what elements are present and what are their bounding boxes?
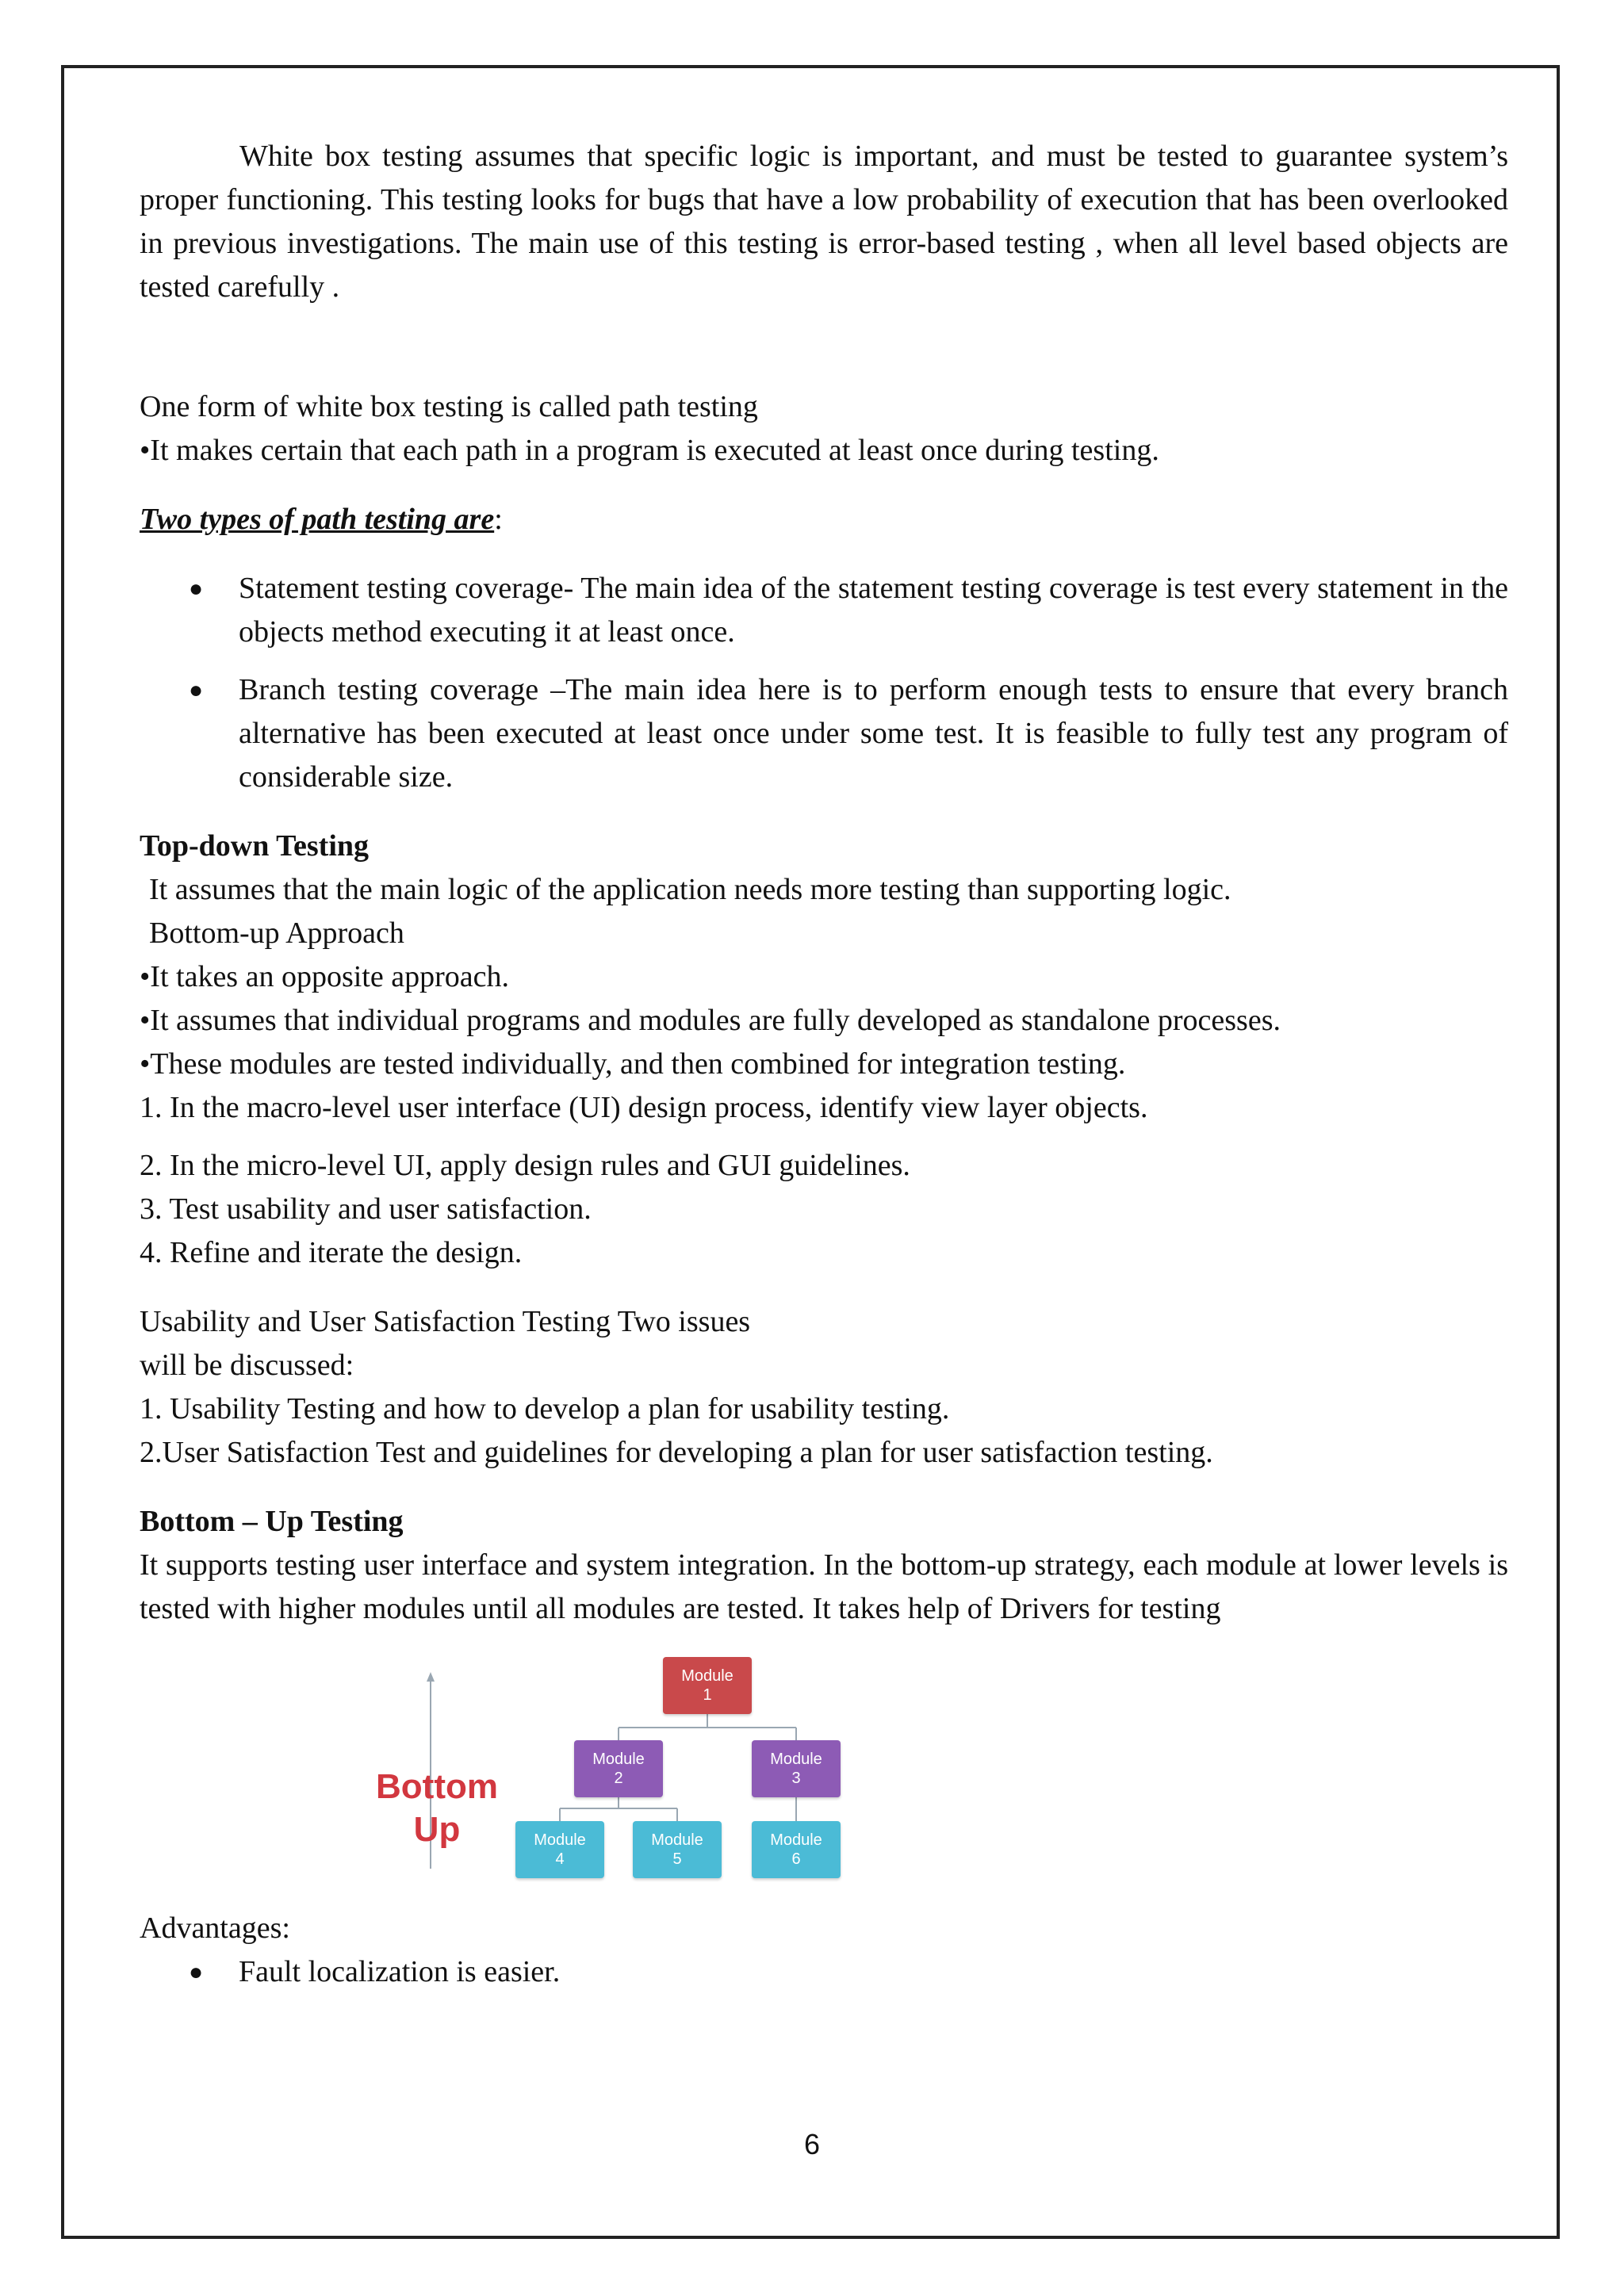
arrow-up-icon <box>427 1672 435 1682</box>
page-number: 6 <box>803 2128 821 2160</box>
advantages-heading: Advantages: <box>140 1911 290 1945</box>
path-testing-line: One form of white box testing is called path testing <box>140 390 758 423</box>
list-item <box>140 567 1508 654</box>
path-testing-types-list <box>140 567 1508 799</box>
approach-bullet: •It takes an opposite approach. <box>140 960 509 993</box>
module-title: Module <box>592 1751 645 1768</box>
design-step: 3. Test usability and user satisfaction. <box>140 1192 592 1226</box>
bottom-up-paragraph: It supports testing user interface and system integration. In the bottom-up strategy, each module at lower levels is tested with higher modules until all modules are tested. It takes help of Drivers for testing <box>140 1548 1508 1625</box>
module-6-box <box>752 1821 841 1878</box>
bottom-up-label-line2: Up <box>413 1810 461 1849</box>
module-number: 6 <box>791 1850 801 1868</box>
approach-bullet: •These modules are tested individually, and then combined for integration testing. <box>140 1047 1126 1081</box>
module-number: 5 <box>672 1850 682 1868</box>
list-item <box>140 1950 1508 1994</box>
module-4-box <box>515 1821 604 1878</box>
list-item-text: Statement testing coverage- The main idea of the statement testing coverage is test every statement in the objects method executing it at least once. <box>239 572 1508 649</box>
approach-bullet: •It assumes that individual programs and modules are fully developed as standalone processes. <box>140 1004 1281 1037</box>
advantages-list <box>140 1950 1508 1994</box>
two-types-colon: : <box>494 503 503 536</box>
two-types-heading <box>140 498 1508 541</box>
module-title: Module <box>770 1751 822 1768</box>
list-item-text: Fault localization is easier. <box>239 1955 561 1988</box>
module-2-box <box>574 1740 663 1797</box>
usability-intro: Usability and User Satisfaction Testing Two issues <box>140 1305 751 1338</box>
module-title: Module <box>534 1831 586 1849</box>
module-number: 1 <box>703 1686 712 1704</box>
module-number: 3 <box>791 1770 801 1787</box>
module-number: 4 <box>555 1850 565 1868</box>
list-item <box>140 668 1508 799</box>
top-down-heading: Top-down Testing <box>140 829 370 863</box>
list-item-text: Branch testing coverage –The main idea here is to perform enough tests to ensure that every branch alternative has been executed at least once under some test. It is feasible to fully test any program of considerable size. <box>239 673 1508 794</box>
intro-paragraph: White box testing assumes that specific logic is important, and must be tested to guarantee system’s proper functioning. This testing looks for bugs that have a low probability of execution that has been overlooked in previous investigations. The main use of this testing is error-based testing , when all level based objects are tested carefully . <box>140 140 1508 304</box>
path-testing-bullet: •It makes certain that each path in a program is executed at least once during testing. <box>140 434 1159 467</box>
design-step: 4. Refine and iterate the design. <box>140 1236 523 1269</box>
bottom-up-label <box>370 1766 504 1851</box>
bullet-icon: ● <box>189 677 204 703</box>
module-1-box <box>663 1657 752 1714</box>
bottom-up-approach-label: Bottom-up Approach <box>149 916 404 950</box>
design-step: 1. In the macro-level user interface (UI) design process, identify view layer objects. <box>140 1091 1148 1124</box>
usability-intro-cont: will be discussed: <box>140 1349 354 1382</box>
bullet-icon: ● <box>189 576 204 602</box>
module-title: Module <box>770 1831 822 1849</box>
module-title: Module <box>651 1831 703 1849</box>
page-content <box>140 135 1508 1994</box>
module-5-box <box>633 1821 722 1878</box>
two-types-heading-text: Two types of path testing are <box>140 503 495 536</box>
bullet-icon: ● <box>189 1959 204 1985</box>
module-3-box <box>752 1740 841 1797</box>
bottom-up-label-line1: Bottom <box>376 1767 498 1806</box>
bottom-up-heading: Bottom – Up Testing <box>140 1505 404 1538</box>
usability-item: 2.User Satisfaction Test and guidelines for developing a plan for user satisfaction testing. <box>140 1436 1213 1469</box>
usability-item: 1. Usability Testing and how to develop a plan for usability testing. <box>140 1392 950 1425</box>
top-down-text: It assumes that the main logic of the application needs more testing than supporting logic. <box>149 873 1231 906</box>
module-title: Module <box>681 1667 733 1685</box>
module-number: 2 <box>614 1770 623 1787</box>
design-step: 2. In the micro-level UI, apply design rules and GUI guidelines. <box>140 1149 910 1182</box>
bottom-up-diagram <box>140 1631 1508 1892</box>
